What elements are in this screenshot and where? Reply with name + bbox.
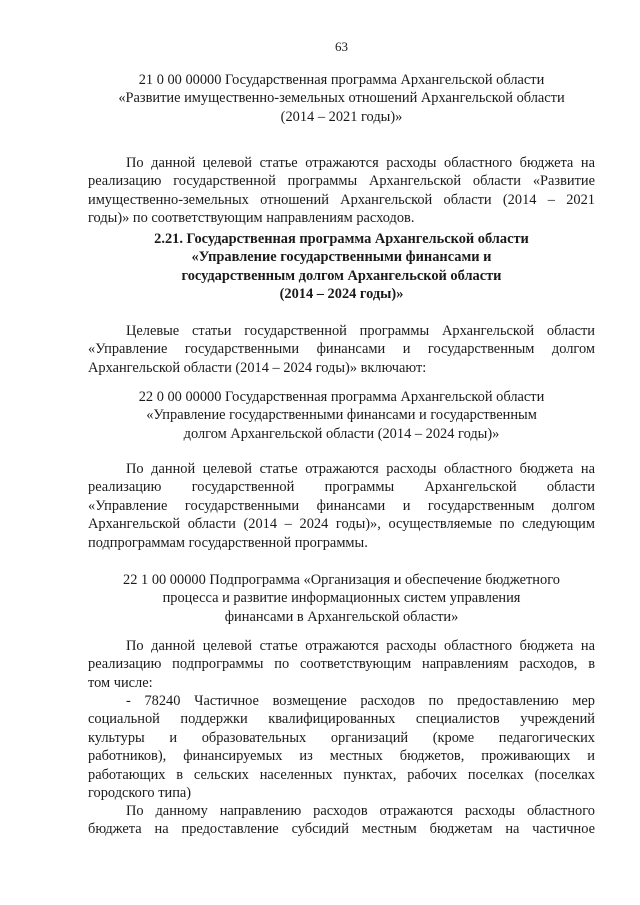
section-intro-paragraph: Целевые статьи государственной программы Архангельской области «Управление государственными финансами и государственным долгом Архангельской области (2014 – 2024 годы)» включают: [88, 323, 595, 376]
subprogram-description: По данной целевой статье отражаются расходы областного бюджета на реализацию подпрограммы по соответствующим направлениям расходов, в том числе: [88, 638, 595, 691]
article-22-description: По данной целевой статье отражаются расходы областного бюджета на реализацию государственной программы Архангельской области «Управление государственными финансами и государственным долгом Архангельской области (2014 – 2024 годы)», осуществляемые по следующим подпрограммам государственной программы. [88, 461, 595, 551]
expense-direction-78240: - 78240 Частичное возмещение расходов по предоставлению мер социальной поддержки квалифицированных специалистов учреждений культуры и образовательных организаций (кроме педагогических работников), финансируемых из местных бюджетов, проживающих и работающих в сельских населенных пунктах, рабочих поселках (поселках городского типа) [88, 693, 595, 802]
target-article-21-heading: 21 0 00 00000 Государственная программа Архангельской области «Развитие имущественно-земельных отношений Архангельской области (2014 – 2021 годы)» [118, 72, 565, 125]
article-21-description: По данной целевой статье отражаются расходы областного бюджета на реализацию государственной программы Архангельской области «Развитие имущественно-земельных отношений Архангельской области (2014 – 2021 годы)» по соответствующим направлениям расходов. [88, 155, 595, 227]
expense-direction-description: По данному направлению расходов отражаются расходы областного бюджета на предоставление субсидий местным бюджетам на частичное [88, 803, 595, 838]
section-2-21-heading: 2.21. Государственная программа Архангельской области «Управление государственными финансами и государственным долгом Архангельской области (2014 – 2024 годы)» [154, 231, 529, 303]
page-number: 63 [335, 39, 348, 54]
target-article-22-heading: 22 0 00 00000 Государственная программа Архангельской области «Управление государственными финансами и государственным долгом Архангельской области (2014 – 2024 годы)» [138, 389, 545, 442]
subprogram-22-1-heading: 22 1 00 00000 Подпрограмма «Организация и обеспечение бюджетного процесса и развитие информационных систем управления финансами в Архангельской области» [123, 572, 560, 625]
